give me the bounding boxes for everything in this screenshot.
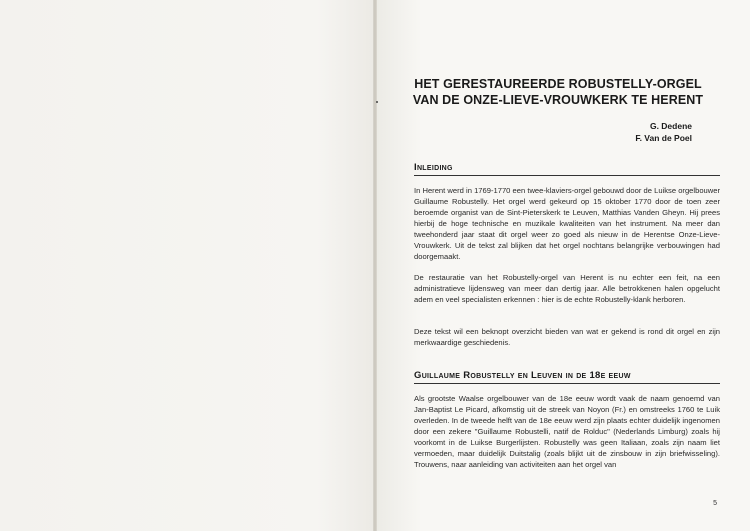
- authors: [635, 120, 692, 144]
- section-heading-inleiding: Inleiding: [414, 162, 720, 176]
- title-line-1: HET GERESTAUREERDE ROBUSTELLY-ORGEL: [414, 77, 702, 91]
- paragraph-3: Deze tekst wil een beknopt overzicht bieden van wat er gekend is rond dit orgel en zijn merkwaardige geschiedenis.: [414, 327, 720, 347]
- paragraph-1: In Herent werd in 1769-1770 een twee-klaviers-orgel gebouwd door de Luikse orgelbouwer Guillaume Robustelly. Het orgel werd gekeurd op 15 oktober 1770 door de toen zeer beroemde organist van de Sint-Pieterskerk te Leuven, Matthias Vanden Gheyn. Hij prees hierbij de hoge technische en muzikale kwaliteiten van het instrument. Na meer dan tweehonderd jaar staat dit orgel weer zo goed als nieuw in de Herentse Onze-Lieve-Vrouwkerk. Uit de tekst zal blijken dat het orgel nochtans belangrijke verbouwingen had doorgemaakt.: [414, 186, 720, 261]
- paragraph-2: De restauratie van het Robustelly-orgel van Herent is nu echter een feit, na een administratieve lijdensweg van meer dan dertig jaar. Alle betrokkenen halen opgelucht adem en veel specialisten erkennen : hier is de echte Robustelly-klank herboren.: [414, 273, 720, 304]
- margin-mark: [376, 101, 378, 103]
- author-1: G. Dedene: [649, 121, 692, 131]
- paragraph-4: Als grootste Waalse orgelbouwer van de 18e eeuw wordt vaak de naam genoemd van Jan-Baptist Le Picard, afkomstig uit de streek van Noyon (Fr.) en omstreeks 1760 te Luik overleden. In de tweede helft van de 18e eeuw werd zijn plaats echter duidelijk ingenomen door een zekere "Guillaume Robustelli, natif de Rolduc" (Nederlands Limburg) zoals hij voorkomt in de Luikse Burgerlijsten. Robustelly was geen Italiaan, zoals zijn naam liet vermoeden, maar duidelijk Duitstalig (zoals blijkt uit de zinsbouw in zijn briefwisseling). Trouwens, naar aanleiding van activiteiten aan het orgel van: [414, 394, 720, 469]
- section-heading-robustelly: Guillaume Robustelly en Leuven in de 18e eeuw: [414, 370, 720, 384]
- title-line-2: VAN DE ONZE-LIEVE-VROUWKERK TE HERENT: [412, 93, 704, 107]
- article-title: [388, 76, 728, 108]
- left-page: [0, 0, 373, 531]
- page-number: 5: [713, 500, 717, 507]
- author-2: F. Van de Poel: [635, 133, 692, 143]
